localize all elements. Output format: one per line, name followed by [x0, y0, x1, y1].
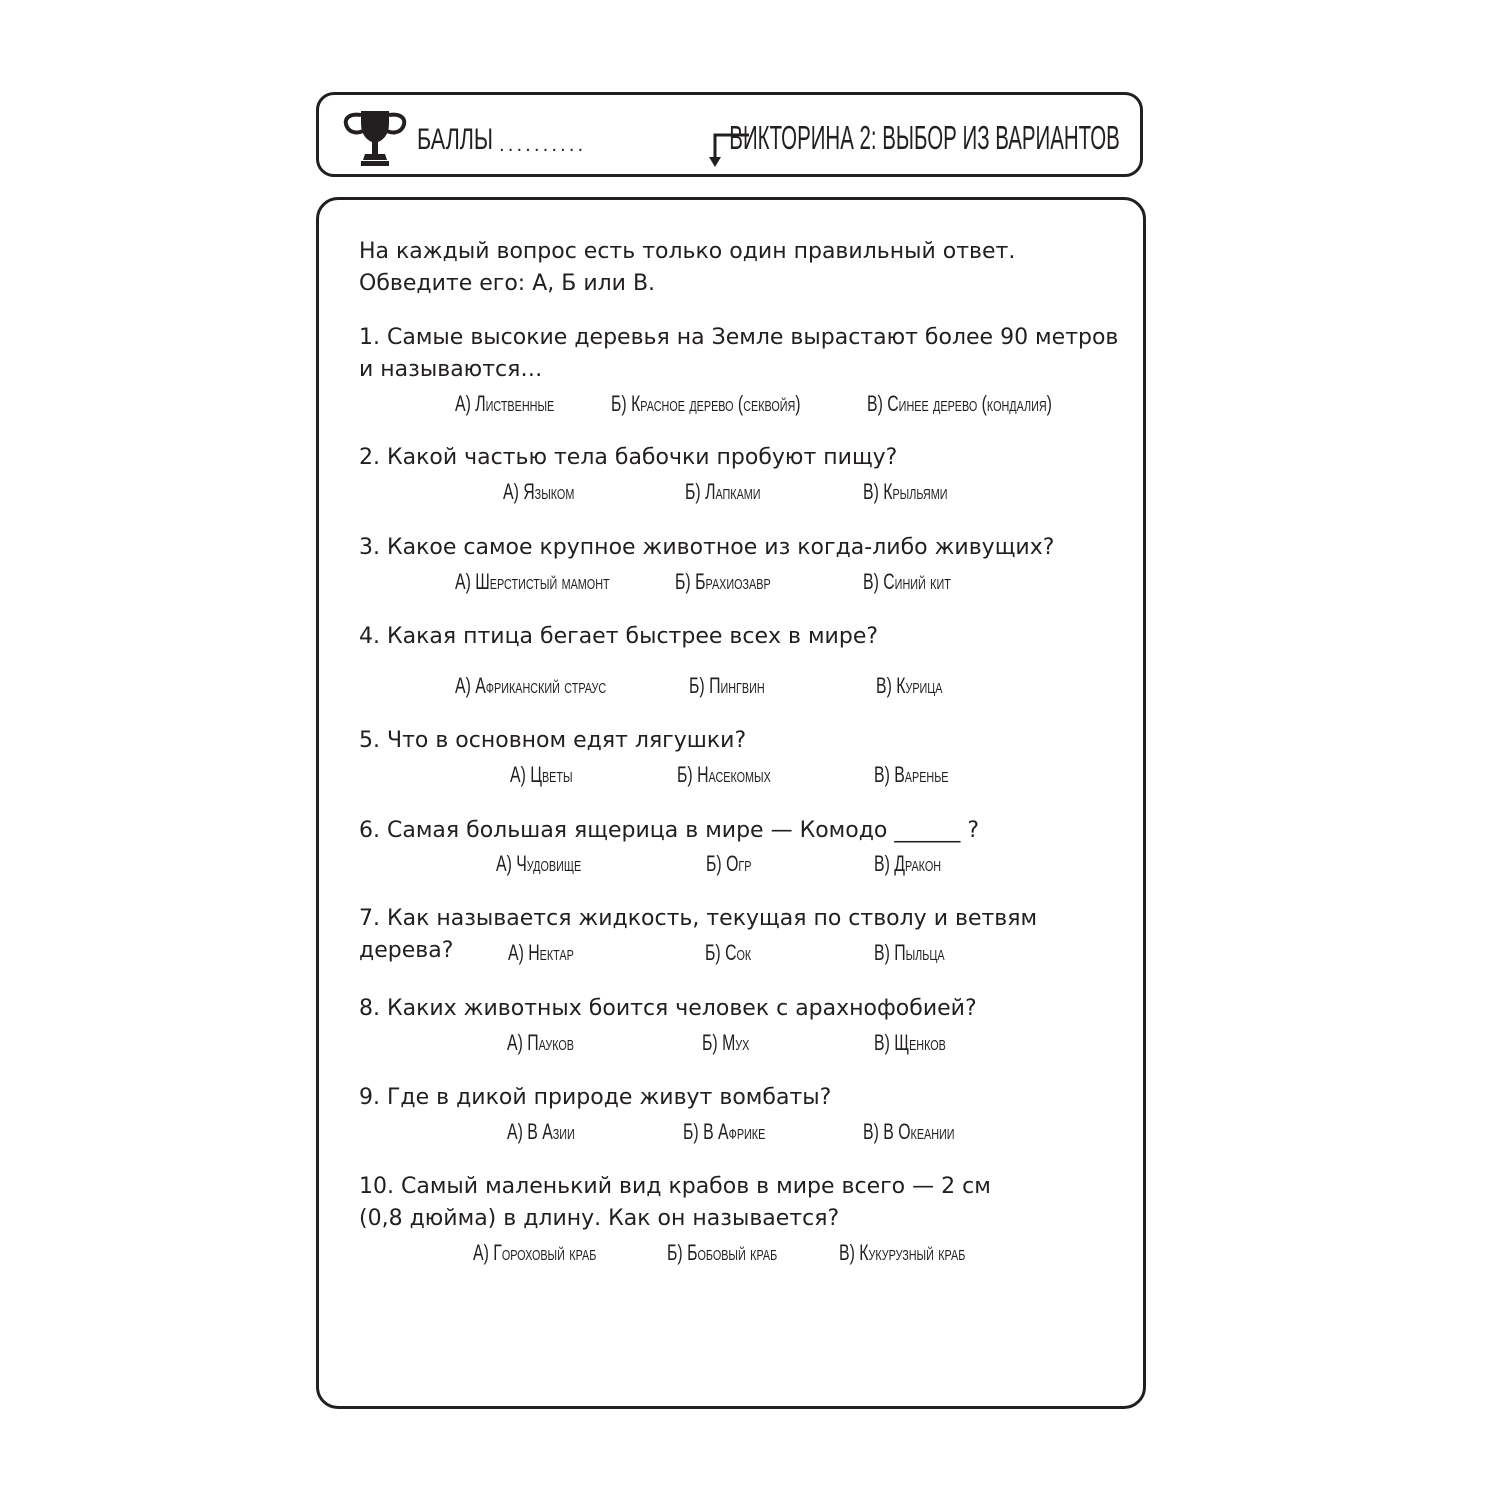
instructions-line-1: На каждый вопрос есть только один правильный ответ.	[359, 239, 1016, 264]
question-text: 2. Какой частью тела бабочки пробуют пищу?	[359, 445, 898, 470]
quiz-title: ВИКТОРИНА 2: ВЫБОР ИЗ ВАРИАНТОВ	[729, 119, 1120, 156]
question-3	[359, 532, 1119, 564]
question-2-option-b[interactable]: Б) Лапками	[685, 479, 761, 504]
question-4-option-a[interactable]: А) Африканский страус	[455, 673, 607, 698]
question-8-option-c[interactable]: В) Щенков	[874, 1030, 946, 1055]
question-10	[359, 1171, 1119, 1235]
question-6-option-c[interactable]: В) Дракон	[874, 851, 942, 876]
question-8	[359, 993, 1119, 1025]
question-2	[359, 442, 1119, 474]
question-4	[359, 621, 1119, 653]
question-9-option-a[interactable]: А) В Азии	[507, 1119, 575, 1144]
instructions-line-2: Обведите его: А, Б или В.	[359, 271, 656, 296]
question-1-option-b[interactable]: Б) Красное дерево (секвойя)	[611, 391, 801, 416]
header-bar	[316, 92, 1143, 177]
question-1-option-c[interactable]: В) Синее дерево (кондалия)	[867, 391, 1052, 416]
trophy-icon	[339, 107, 411, 169]
question-6-option-a[interactable]: А) Чудовище	[496, 851, 582, 876]
question-3-option-b[interactable]: Б) Брахиозавр	[675, 569, 771, 594]
question-2-option-a[interactable]: А) Языком	[503, 479, 575, 504]
question-text: 10. Самый маленький вид крабов в мире всего — 2 см	[359, 1174, 991, 1199]
question-10-option-a[interactable]: А) Гороховый краб	[473, 1240, 597, 1265]
question-7-option-b[interactable]: Б) Сок	[705, 940, 752, 965]
question-6	[359, 815, 1119, 847]
question-4-option-b[interactable]: Б) Пингвин	[689, 673, 765, 698]
question-text: 7. Как называется жидкость, текущая по стволу и ветвям дерева?	[359, 906, 1038, 963]
question-3-option-a[interactable]: А) Шерстистый мамонт	[455, 569, 610, 594]
question-text: 8. Каких животных боится человек с арахнофобией?	[359, 996, 977, 1021]
question-4-option-c[interactable]: В) Курица	[876, 673, 943, 698]
question-text: 9. Где в дикой природе живут вомбаты?	[359, 1085, 832, 1110]
question-2-option-c[interactable]: В) Крыльями	[863, 479, 948, 504]
question-8-option-a[interactable]: А) Пауков	[507, 1030, 574, 1055]
question-10-option-c[interactable]: В) Кукурузный краб	[839, 1240, 966, 1265]
question-9-option-c[interactable]: В) В Океании	[863, 1119, 955, 1144]
question-9	[359, 1082, 1119, 1114]
question-9-option-b[interactable]: Б) В Африке	[683, 1119, 766, 1144]
question-text: и называются…	[359, 357, 543, 382]
question-5-option-a[interactable]: А) Цветы	[510, 762, 573, 787]
question-text: 1. Самые высокие деревья на Земле вырастают более 90 метров	[359, 325, 1119, 350]
question-1-option-a[interactable]: А) Лиственные	[455, 391, 555, 416]
question-10-option-b[interactable]: Б) Бобовый краб	[667, 1240, 778, 1265]
instructions	[359, 236, 1119, 300]
question-text: 3. Какое самое крупное животное из когда-либо живущих?	[359, 535, 1055, 560]
score-blank: ..........	[499, 135, 587, 156]
question-7-option-a[interactable]: А) Нектар	[508, 940, 574, 965]
question-text: 4. Какая птица бегает быстрее всех в мире?	[359, 624, 879, 649]
question-5-option-c[interactable]: В) Варенье	[874, 762, 949, 787]
question-text: 6. Самая большая ящерица в мире — Комодо ______ ?	[359, 818, 980, 843]
question-1	[359, 322, 1119, 386]
question-6-option-b[interactable]: Б) Огр	[706, 851, 752, 876]
question-5	[359, 725, 1119, 757]
question-8-option-b[interactable]: Б) Мух	[702, 1030, 750, 1055]
question-text: 5. Что в основном едят лягушки?	[359, 728, 747, 753]
question-7-option-c[interactable]: В) Пыльца	[874, 940, 945, 965]
score-label: БАЛЛЫ	[417, 123, 494, 156]
question-3-option-c[interactable]: В) Синий кит	[863, 569, 951, 594]
question-text: (0,8 дюйма) в длину. Как он называется?	[359, 1206, 840, 1231]
question-5-option-b[interactable]: Б) Насекомых	[677, 762, 771, 787]
